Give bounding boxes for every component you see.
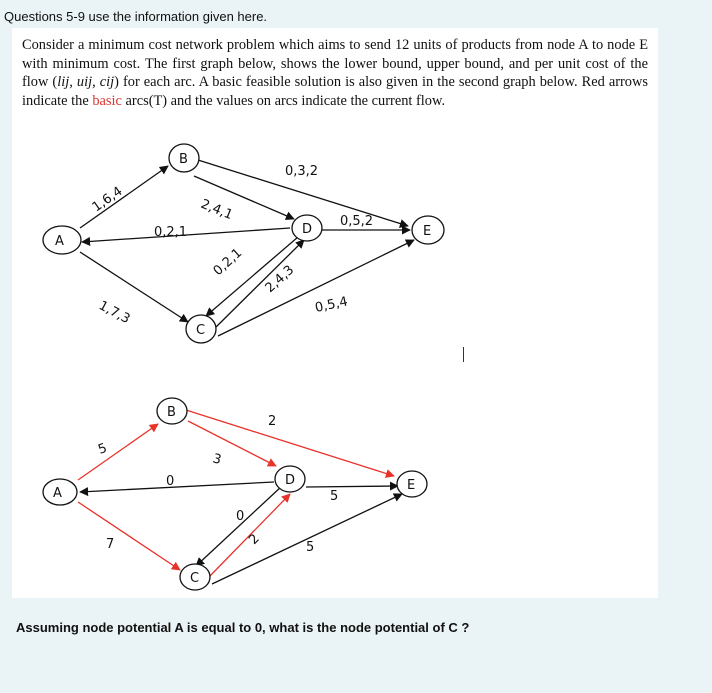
g2-arc-b-d <box>188 421 276 469</box>
g2-node-d-label: D <box>285 473 296 488</box>
g1-label-c-e: 0,5,4 <box>313 294 350 316</box>
g1-label-b-d: 2,4,1 <box>198 196 235 224</box>
text-caret <box>463 347 464 362</box>
g2-arc-a-c <box>78 502 180 570</box>
g2-flow-c-e: 5 <box>306 540 315 555</box>
g2-flow-a-b: 5 <box>96 440 110 458</box>
g2-flow-d-a: 0 <box>166 474 175 489</box>
g1-label-d-c: 0,2,1 <box>210 245 246 279</box>
g1-label-a-b: 1,6,4 <box>89 184 126 216</box>
g2-node-a-label: A <box>53 486 62 501</box>
g2-flow-d-c: 0 <box>236 509 245 524</box>
g2-flow-c-d: 2 <box>246 531 263 548</box>
problem-sentence-3: A basic feasible solution is also given in the second graph below. <box>198 74 578 91</box>
questions-header: Questions 5-9 use the information given here. <box>4 9 268 24</box>
g2-node-c-label: C <box>190 571 200 586</box>
g2-arc-d-e <box>306 486 398 487</box>
problem-sentence-4b: arcs(T) and the values on arcs indicate the current flow. <box>125 92 446 109</box>
notation: lij, uij, cij <box>57 74 115 91</box>
question-text: Assuming node potential A is equal to 0, what is the node potential of C ? <box>16 620 470 635</box>
g2-flow-b-e: 2 <box>268 414 277 429</box>
g2-arc-a-b <box>78 424 158 480</box>
g1-node-a-label: A <box>55 234 64 249</box>
g2-flow-b-d: 3 <box>210 451 223 469</box>
g1-label-c-d: 2,4,3 <box>262 262 298 296</box>
problem-sentence-4a: Red arrows indicate the <box>22 74 648 109</box>
g1-label-b-e: 0,3,2 <box>285 164 319 179</box>
g1-node-d-label: D <box>302 222 313 237</box>
g1-node-c-label: C <box>196 323 206 338</box>
g1-node-e-label: E <box>423 224 432 239</box>
g1-label-d-e: 0,5,2 <box>340 214 374 229</box>
g2-flow-a-c: 7 <box>106 537 115 552</box>
g2-arc-d-c <box>196 486 282 566</box>
g2-arc-c-e <box>212 494 402 584</box>
g1-label-d-a: 0,2,1 <box>154 225 188 240</box>
g2-arc-d-a <box>80 482 274 492</box>
g2-flow-d-e: 5 <box>330 489 339 504</box>
problem-sentence-1: Consider a minimum cost network problem which aims to send 12 units of products from node A to node E with minimum cost. <box>22 37 648 72</box>
g2-node-b-label: B <box>167 405 176 420</box>
graph-2 <box>43 398 427 590</box>
problem-sentence-2b: ) for each arc. <box>114 74 196 91</box>
basic-word: basic <box>92 92 122 109</box>
problem-sentence-2a: The first graph below, shows the lower bound, upper bound, and per unit cost of the flow ( <box>22 55 648 91</box>
g1-node-b-label: B <box>179 152 188 167</box>
g1-arc-c-e <box>218 240 414 336</box>
g2-node-e-label: E <box>407 478 416 493</box>
g1-label-a-c: 1,7,3 <box>96 298 133 328</box>
